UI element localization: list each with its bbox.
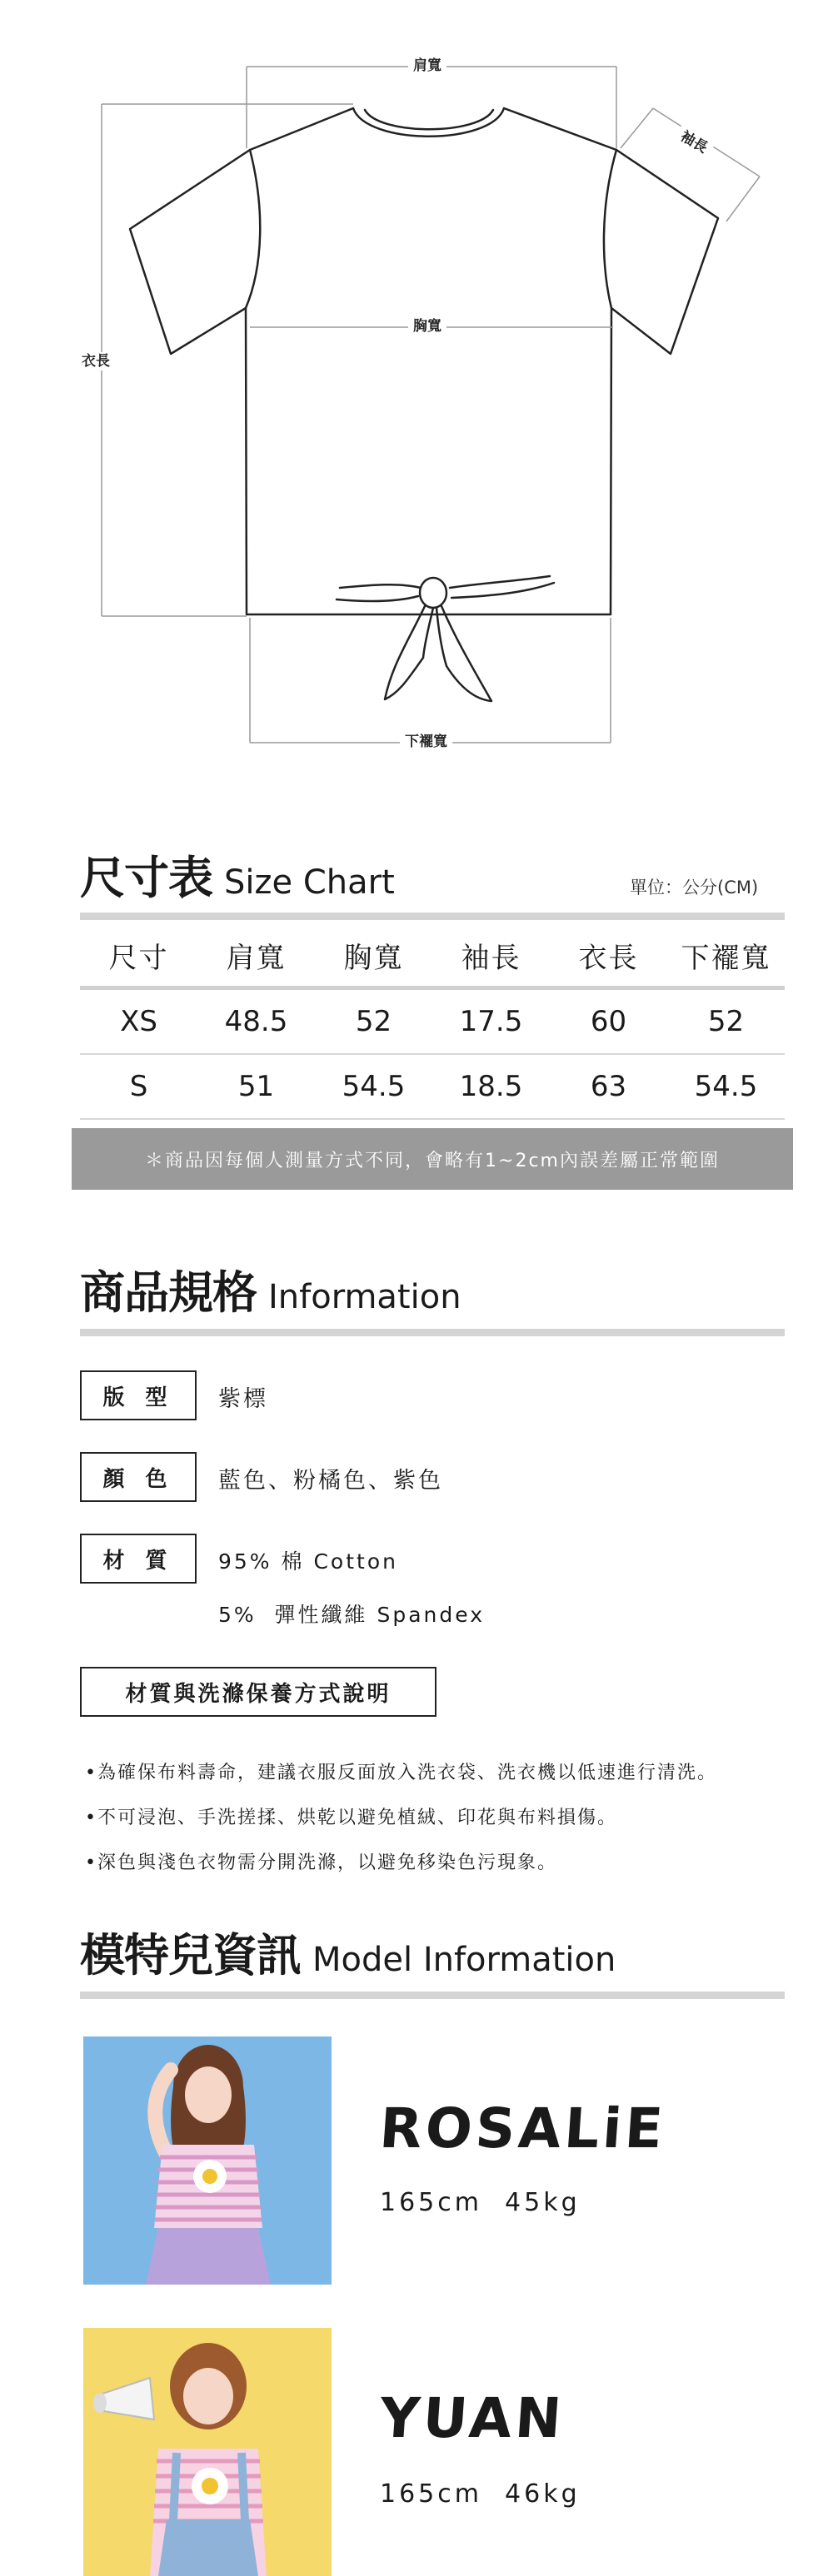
size-chart-title-en: Size Chart — [224, 863, 395, 902]
model-figure — [83, 2328, 332, 2576]
header-hem: 下襬寬 — [681, 941, 771, 975]
cell-hem: 54.5 — [694, 1070, 758, 1103]
model-figure — [83, 2036, 332, 2285]
cell-sleeve: 18.5 — [459, 1070, 523, 1103]
color-value: 藍色、粉橘色、紫色 — [218, 1468, 443, 1494]
hem-width-label: 下襬寬 — [400, 733, 452, 751]
chest-width-label: 胸寬 — [408, 317, 446, 336]
header-size: 尺寸 — [108, 941, 169, 975]
cell-shoulder: 48.5 — [224, 1005, 288, 1038]
shoulder-width-label: 肩寬 — [408, 57, 446, 75]
header-shoulder: 肩寬 — [226, 941, 287, 975]
sleeve-length-label: 袖長 — [673, 125, 716, 160]
model-stats-yuan: 165cm 46kg — [380, 2479, 581, 2509]
measurement-note: ＊商品因每個人測量方式不同，會略有1~2cm內誤差屬正常範圍 — [72, 1128, 793, 1190]
model-title-en: Model Information — [312, 1941, 616, 1979]
tshirt-outline — [0, 0, 833, 749]
material-label: 材 質 — [80, 1534, 197, 1584]
cell-chest: 54.5 — [342, 1070, 406, 1103]
cell-length: 60 — [590, 1005, 627, 1038]
care-line: •為確保布料壽命，建議衣服反面放入洗衣袋、洗衣機以低速進行清洗。 — [85, 1763, 717, 1783]
cell-shoulder: 51 — [237, 1070, 275, 1103]
size-chart-rule — [80, 913, 785, 920]
model-title-zh: 模特兒資訊 — [80, 1929, 301, 1982]
info-rule — [80, 1329, 785, 1336]
cell-chest: 52 — [355, 1005, 392, 1038]
model-rule — [80, 1992, 785, 1999]
model-name-rosalie: ROSALiE — [377, 2096, 669, 2161]
model-name-yuan: YUAN — [377, 2386, 567, 2450]
material-spandex: 5% 彈性纖維 Spandex — [218, 1603, 486, 1627]
model-title — [80, 1920, 616, 1984]
size-table-header — [80, 924, 785, 990]
size-chart-title — [80, 843, 395, 907]
cell-sleeve: 17.5 — [459, 1005, 523, 1038]
header-length: 衣長 — [578, 941, 639, 975]
care-line: •不可浸泡、手洗搓揉、烘乾以避免植絨、印花與布料損傷。 — [85, 1808, 617, 1828]
color-label: 顏 色 — [80, 1452, 197, 1502]
fit-label: 版 型 — [80, 1370, 197, 1420]
table-row — [80, 990, 785, 1055]
cell-hem: 52 — [707, 1005, 745, 1038]
table-row — [80, 1055, 785, 1120]
size-table — [80, 924, 785, 1120]
cell-length: 63 — [590, 1070, 627, 1103]
header-chest: 胸寬 — [343, 941, 404, 975]
info-title-en: Information — [268, 1278, 461, 1316]
info-title-zh: 商品規格 — [80, 1266, 257, 1319]
model-photo-rosalie — [83, 2036, 332, 2285]
measurement-diagram — [0, 0, 833, 749]
care-line: •深色與淺色衣物需分開洗滌，以避免移染色污現象。 — [85, 1852, 557, 1873]
fit-value: 紫標 — [218, 1386, 268, 1412]
header-sleeve: 袖長 — [461, 941, 521, 975]
unit-label: 單位：公分(CM) — [630, 878, 759, 898]
material-cotton: 95% 棉 Cotton — [218, 1549, 398, 1574]
info-title — [80, 1257, 461, 1321]
cell-size: XS — [120, 1005, 157, 1038]
length-label: 衣長 — [77, 352, 115, 370]
model-stats-rosalie: 165cm 45kg — [380, 2188, 581, 2217]
size-chart-title-zh: 尺寸表 — [80, 852, 212, 904]
care-title: 材質與洗滌保養方式說明 — [80, 1667, 436, 1717]
model-photo-yuan — [83, 2328, 332, 2576]
cell-size: S — [129, 1070, 148, 1103]
